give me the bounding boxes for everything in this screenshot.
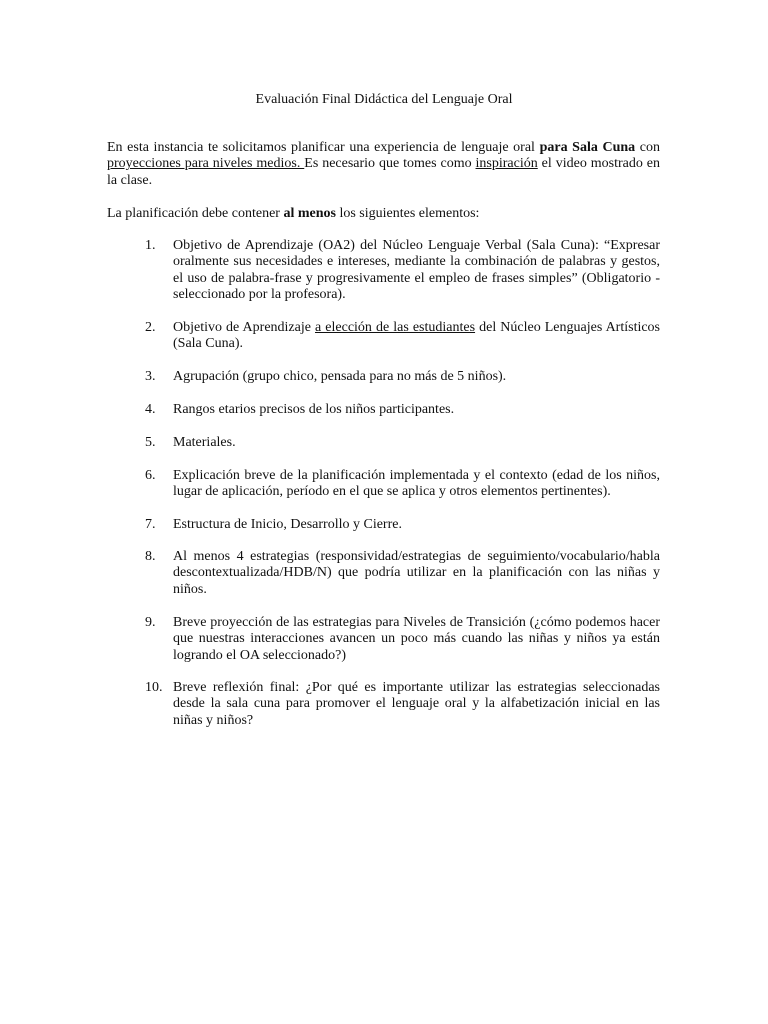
- list-item-number: 6.: [145, 468, 156, 483]
- lead-text-2: los siguientes elementos:: [335, 206, 480, 221]
- list-item-number: 5.: [145, 435, 156, 450]
- list-item-number: 3.: [145, 369, 156, 384]
- list-item-text: Materiales.: [173, 435, 236, 450]
- intro-text-1: En esta instancia te solicitamos planificar una experiencia de lenguaje oral: [107, 140, 540, 155]
- intro-text-2: con: [635, 140, 661, 155]
- list-item-text: Rangos etarios precisos de los niños participantes.: [173, 402, 455, 417]
- intro-underline-proyecciones: proyecciones para niveles medios.: [107, 156, 305, 172]
- underline-eleccion-estudiantes: a elección de las estudiantes: [315, 320, 476, 335]
- intro-text-3: Es necesario que tomes como: [304, 156, 476, 172]
- list-item-number: 9.: [145, 615, 156, 630]
- intro-text-4: el video mostrado en la clase.: [107, 156, 660, 188]
- list-item-number: 8.: [145, 549, 156, 564]
- list-item-number: 1.: [145, 238, 156, 253]
- intro-underline-inspiracion: inspiración: [475, 156, 538, 172]
- list-item-text: Agrupación (grupo chico, pensada para no más de 5 niños).: [173, 369, 507, 384]
- intro-bold-sala-cuna: para Sala Cuna: [539, 140, 636, 155]
- document-title: Evaluación Final Didáctica del Lenguaje Oral: [255, 92, 513, 107]
- list-item-text-post: del Núcleo Lenguajes Artísticos (Sala Cuna).: [173, 320, 661, 352]
- list-item-text-pre: Objetivo de Aprendizaje: [173, 320, 316, 335]
- intro-paragraph: [107, 140, 660, 189]
- list-item-text: Breve reflexión final: ¿Por qué es importante utilizar las estrategias seleccionadas desde la sala cuna para promover el lenguaje oral y la alfabetización inicial en las niñas y niños?: [173, 680, 660, 728]
- list-item-number: 10.: [145, 680, 163, 695]
- list-item-text: Al menos 4 estrategias (responsividad/estrategias de seguimiento/vocabulario/habla descontextualizada/HDB/N) que podría utilizar en la planificación con las niñas y niños.: [173, 549, 660, 597]
- list-item-text: Breve proyección de las estrategias para Niveles de Transición (¿cómo podemos hacer que nuestras interacciones avancen un poco más cuando las niñas y niños ya están logrando el OA seleccionado?): [173, 615, 660, 663]
- list-item-text: Estructura de Inicio, Desarrollo y Cierre.: [173, 517, 402, 532]
- lead-bold-al-menos: al menos: [283, 206, 336, 221]
- list-item-number: 2.: [145, 320, 156, 335]
- lead-text-1: La planificación debe contener: [107, 206, 284, 221]
- list-item-text: Objetivo de Aprendizaje (OA2) del Núcleo Lenguaje Verbal (Sala Cuna): “Expresar oralmente sus necesidades e intereses, mediante la combinación de palabras y gestos, el uso de palabra-frase y progresivamente el empleo de frases simples” (Obligatorio - seleccionado por la profesora).: [173, 238, 660, 303]
- list-item-number: 7.: [145, 517, 156, 532]
- list-item-text: Explicación breve de la planificación implementada y el contexto (edad de los niños, lugar de aplicación, período en el que se aplica y otros elementos pertinentes).: [173, 468, 660, 500]
- list-item-number: 4.: [145, 402, 156, 417]
- lead-paragraph: [107, 206, 660, 222]
- list-item-text: [173, 320, 660, 353]
